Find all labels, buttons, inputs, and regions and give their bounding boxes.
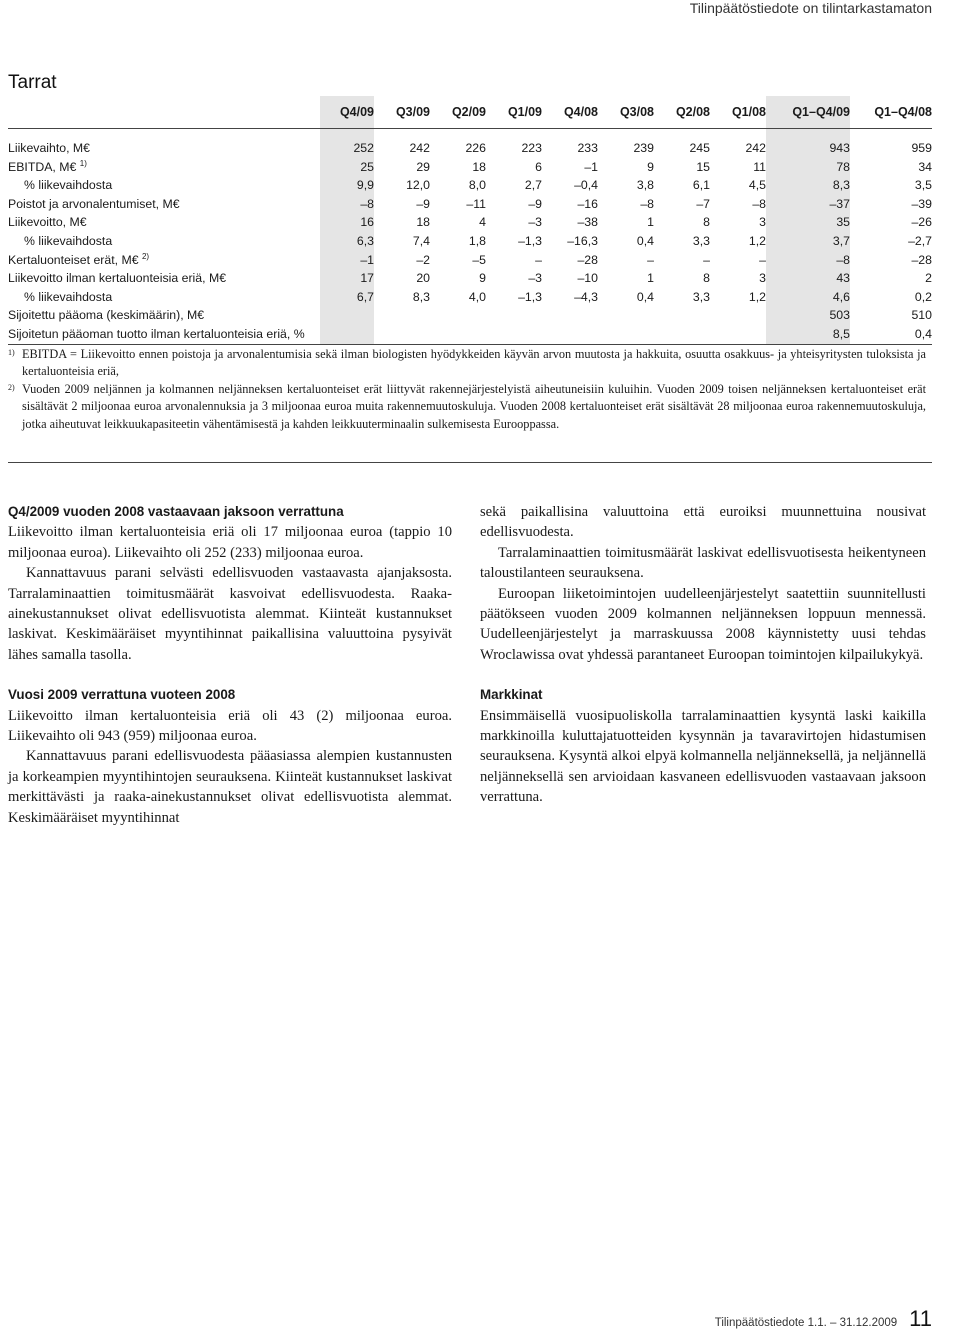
table-cell: 20: [416, 271, 430, 286]
subheading-year: Vuosi 2009 verrattuna vuoteen 2008: [8, 687, 236, 703]
table-row: [8, 269, 932, 288]
table-cell: –11: [466, 196, 486, 211]
table-cell: –10: [577, 271, 598, 286]
column-header: Q4/08: [563, 105, 598, 119]
table-cell: 503: [766, 306, 850, 325]
table-row: [8, 251, 932, 270]
footnote-text: Vuoden 2009 neljännen ja kolmannen neljänneksen kertaluonteiset erät liittyvät rakennejärjestelyistä aiheutuneisiin kuluihin. Vuoden 2009 toisen neljänneksen kertaluonteiset erät sisältävät 2 miljoonaa euroa arvonalennuksia ja 3 miljoonaa euroa muita rakennemuutoskuluja. Vuoden 2008 kertaluonteiset erät sisältävät 28 miljoonaa euroa rakennemuutoskuluja, jotka aiheutuvat leikkuukapasiteetin vähentämisestä ja kahden leikkuuterminaalin sulkemisesta Eurooppassa.: [22, 381, 926, 431]
table-cell: 0,4: [636, 289, 654, 304]
table-cell: 9: [479, 271, 486, 286]
table-cell: 11: [753, 159, 766, 174]
table-cell: –16,3: [567, 233, 598, 248]
footnote-marker: 1): [8, 348, 15, 357]
table-row: [8, 195, 932, 214]
table-cell: 0,2: [914, 289, 932, 304]
table-cell: –: [535, 252, 542, 267]
column-header: Q3/08: [619, 105, 654, 119]
row-label-text: Kertaluonteiset erät, M€: [8, 252, 139, 267]
row-label-text: Sijoitetun pääoman tuotto ilman kertaluonteisia eriä, %: [8, 326, 305, 341]
footnotes: [8, 346, 926, 433]
table-cell: [374, 306, 430, 325]
table-cell: 35: [766, 213, 850, 232]
table-row: [8, 176, 932, 195]
row-label: [8, 325, 320, 344]
row-label-text: Sijoitettu pääoma (keskimäärin), M€: [8, 308, 205, 323]
table-cell: 7,4: [412, 233, 430, 248]
table-cell: 25: [320, 158, 374, 177]
table-cell: 34: [918, 159, 932, 174]
table-cell: [486, 306, 542, 325]
table-cell: 1,2: [748, 233, 766, 248]
table-cell: 223: [521, 141, 542, 155]
table-cell: 78: [766, 158, 850, 177]
row-label: [8, 139, 320, 158]
table-cell: 0,4: [636, 233, 654, 248]
table-cell: 8,5: [766, 325, 850, 344]
table-cell: 1: [647, 271, 654, 286]
table-cell: 2,7: [524, 178, 542, 193]
column-header: Q2/09: [451, 105, 486, 119]
section-title: Tarrat: [8, 72, 57, 93]
table-cell: [542, 325, 598, 344]
row-label: [8, 195, 320, 214]
table-cell: –8: [320, 195, 374, 214]
table-cell: 6: [535, 159, 542, 174]
table-cell: 226: [465, 141, 486, 155]
table-cell: [654, 306, 710, 325]
table-cell: 510: [911, 308, 932, 323]
table-cell: 3: [759, 215, 766, 230]
table-cell: 959: [911, 141, 932, 155]
running-header: Tilinpäätöstiedote on tilintarkastamaton: [689, 0, 932, 16]
table-cell: 943: [766, 139, 850, 158]
table-cell: [710, 325, 766, 344]
row-label: [8, 288, 320, 307]
table-cell: 9: [647, 159, 654, 174]
table-cell: –8: [766, 251, 850, 270]
table-cell: 239: [633, 141, 654, 155]
table-cell: 2: [925, 271, 932, 286]
table-row: [8, 213, 932, 232]
paragraph: Ensimmäisellä vuosipuoliskolla tarralaminaattien kysyntä laski kaikilla markkinoilla kuluttajatuotteiden kysynnän ja tavaravirtojen hidastumisen seurauksena. Kysyntä alkoi elpyä kolmannella neljänneksellä, ja neljännellä neljänneksellä sen arvioidaan kasvaneen edellisvuoden vastaavaan jaksoon verrattuna.: [480, 707, 926, 806]
row-label-text: Liikevaihto, M€: [8, 141, 91, 155]
table-cell: –3: [528, 271, 542, 286]
paragraph: Liikevoitto ilman kertaluonteisia eriä oli 17 miljoonaa euroa (tappio 10 miljoonaa euroa). Liikevaihto oli 252 (233) miljoonaa euroa.: [8, 524, 452, 561]
table-cell: –4,3: [574, 289, 598, 304]
row-label-text: % liikevaihdosta: [24, 233, 113, 248]
row-label-text: Liikevoitto, M€: [8, 215, 87, 230]
table-cell: 242: [745, 141, 766, 155]
table-cell: [542, 306, 598, 325]
table-cell: 12,0: [406, 178, 430, 193]
row-label: [8, 269, 320, 288]
table-cell: –8: [640, 196, 654, 211]
financial-table-container: [8, 96, 932, 345]
table-cell: 9,9: [320, 176, 374, 195]
row-label-text: Liikevoitto ilman kertaluonteisia eriä, M€: [8, 271, 227, 286]
table-cell: [374, 325, 430, 344]
table-cell: 17: [320, 269, 374, 288]
table-cell: 8,3: [766, 176, 850, 195]
footnote-2: [8, 381, 926, 433]
row-label: [8, 232, 320, 251]
table-row: [8, 158, 932, 177]
table-cell: –: [703, 252, 710, 267]
table-cell: 16: [320, 213, 374, 232]
column-header: Q1–Q4/09: [766, 96, 850, 129]
table-cell: 6,7: [320, 288, 374, 307]
table-cell: –28: [577, 252, 598, 267]
table-cell: –0,4: [574, 178, 598, 193]
footnote-ref: 2): [141, 251, 150, 261]
table-cell: 242: [409, 141, 430, 155]
footnote-1: [8, 346, 926, 381]
page-footer: [715, 1306, 932, 1332]
table-cell: 1,2: [748, 289, 766, 304]
table-cell: [598, 325, 654, 344]
table-cell: –16: [577, 196, 598, 211]
table-cell: 43: [766, 269, 850, 288]
table-cell: 0,4: [914, 326, 932, 341]
table-cell: 8: [703, 215, 710, 230]
table-cell: 3,3: [692, 233, 710, 248]
table-cell: [430, 306, 486, 325]
page-number: 11: [909, 1306, 932, 1331]
table-header-row: [8, 96, 932, 129]
footnote-ref: 1): [79, 158, 87, 168]
table-cell: –1,3: [518, 233, 542, 248]
paragraph: Liikevoitto ilman kertaluonteisia eriä oli 43 (2) miljoonaa euroa. Liikevaihto oli 943 (959) miljoonaa euroa.: [8, 707, 452, 745]
table-cell: –3: [528, 215, 542, 230]
column-header: Q2/08: [675, 105, 710, 119]
table-cell: –2,7: [908, 233, 932, 248]
table-cell: 18: [472, 159, 486, 174]
table-row: [8, 288, 932, 307]
table-row: [8, 232, 932, 251]
section-divider: [8, 462, 932, 463]
table-cell: –28: [911, 252, 932, 267]
paragraph: Kannattavuus parani selvästi edellisvuoden vastaavasta ajanjaksosta. Tarralaminaattien toimitusmäärät kasvoivat edellisvuodesta. Raaka-ainekustannukset olivat edellisvuotista alemmat. Kiinteät kustannukset laskivat. Keskimääräiset myyntihinnat paikallisina valuuttoina pysyivät lähes samalla tasolla.: [8, 565, 452, 663]
column-header: Q3/09: [395, 105, 430, 119]
row-label: [8, 176, 320, 195]
subheading-q4: Q4/2009 vuoden 2008 vastaavaan jaksoon verrattuna: [8, 504, 344, 519]
table-cell: 4,6: [766, 288, 850, 307]
table-cell: 1: [647, 215, 654, 230]
column-header: Q1–Q4/08: [874, 105, 932, 119]
table-cell: –: [647, 252, 654, 267]
table-row: [8, 325, 932, 344]
table-cell: [654, 325, 710, 344]
table-spacer-row: [8, 129, 932, 140]
column-header: Q4/09: [320, 96, 374, 129]
table-cell: [320, 325, 374, 344]
table-cell: –5: [472, 252, 486, 267]
table-cell: 3,8: [636, 178, 654, 193]
table-cell: –38: [577, 215, 598, 230]
footer-doc-title: Tilinpäätöstiedote 1.1. – 31.12.2009: [714, 1317, 898, 1329]
table-cell: 18: [416, 215, 430, 230]
table-cell: 4,5: [748, 178, 766, 193]
table-cell: 233: [577, 141, 598, 155]
table-cell: –7: [696, 196, 710, 211]
row-label: [8, 306, 320, 325]
table-cell: 6,1: [692, 178, 710, 193]
row-label: [8, 158, 320, 177]
table-cell: 3,3: [692, 289, 710, 304]
paragraph: Tarralaminaattien toimitusmäärät laskivat edellisvuotisesta heikentyneen taloustilanteen seurauksena.: [480, 544, 926, 582]
row-label: [8, 251, 320, 270]
table-cell: 8: [703, 271, 710, 286]
table-cell: 8,3: [412, 289, 430, 304]
table-cell: [710, 306, 766, 325]
footnote-marker: 2): [8, 382, 15, 392]
table-cell: 252: [320, 139, 374, 158]
table-cell: 3,7: [766, 232, 850, 251]
subheading-markets: Markkinat: [480, 687, 543, 703]
table-cell: [430, 325, 486, 344]
table-body: [8, 129, 932, 345]
row-label: [8, 213, 320, 232]
table-cell: –26: [911, 215, 932, 230]
table-row: [8, 306, 932, 325]
paragraph: Kannattavuus parani edellisvuodesta pääasiassa alempien kustannusten ja korkeampien myyntihintojen seurauksena. Kiinteät kustannukset laskivat merkittävästi ja raaka-ainekustannukset olivat edellisvuotista alemmat. Keskimääräiset myyntihinnat: [8, 748, 452, 826]
table-header-label: [8, 96, 320, 129]
table-cell: –1: [584, 159, 598, 174]
right-text-column: [480, 502, 926, 808]
table-cell: 6,3: [320, 232, 374, 251]
paragraph: sekä paikallisina valuuttoina että euroiksi muunnettuina nousivat edellisvuodesta.: [480, 504, 926, 541]
row-label-text: Poistot ja arvonalentumiset, M€: [8, 196, 180, 211]
table-cell: 3: [759, 271, 766, 286]
table-cell: 29: [416, 159, 430, 174]
column-header: Q1/09: [507, 105, 542, 119]
footnote-text: EBITDA = Liikevoitto ennen poistoja ja arvonalentumisia sekä ilman biologisten hyödykkeiden käyvän arvon muutosta ja hakkuita, osuutta osakkuus- ja yhteisyritysten tuloksista ja kertaluonteisia eriä,: [22, 347, 926, 379]
table-cell: 15: [696, 159, 710, 174]
row-label-text: % liikevaihdosta: [24, 289, 113, 304]
paragraph: Euroopan liiketoimintojen uudelleenjärjestelyt saatettiin suunnitellusti päätökseen vuoden 2009 kolmannen neljänneksen loppuun mennessä. Uudelleenjärjestelyt ja marraskuussa 2008 käynnistetty uusi tehdas Wroclawissa ovat yhdessä parantaneet Euroopan toimintojen kilpailukykyä.: [480, 585, 926, 663]
table-cell: 4: [479, 215, 486, 230]
table-row: [8, 139, 932, 158]
left-text-column: [8, 502, 452, 828]
table-cell: 1,8: [468, 233, 486, 248]
table-cell: 4,0: [468, 289, 486, 304]
table-cell: [598, 306, 654, 325]
row-label-text: % liikevaihdosta: [24, 178, 113, 193]
table-cell: –9: [528, 196, 542, 211]
table-cell: –37: [766, 195, 850, 214]
table-cell: –8: [752, 196, 766, 211]
table-cell: –9: [416, 196, 430, 211]
column-header: Q1/08: [731, 105, 766, 119]
table-cell: 245: [689, 141, 710, 155]
table-cell: 3,5: [914, 178, 932, 193]
table-cell: [486, 325, 542, 344]
financial-table: [8, 96, 932, 345]
table-cell: –39: [911, 196, 932, 211]
table-cell: –: [759, 252, 766, 267]
table-cell: [320, 306, 374, 325]
table-cell: –2: [416, 252, 430, 267]
table-cell: 8,0: [468, 178, 486, 193]
table-cell: –1,3: [518, 289, 542, 304]
row-label-text: EBITDA, M€: [8, 159, 77, 174]
table-cell: –1: [320, 251, 374, 270]
